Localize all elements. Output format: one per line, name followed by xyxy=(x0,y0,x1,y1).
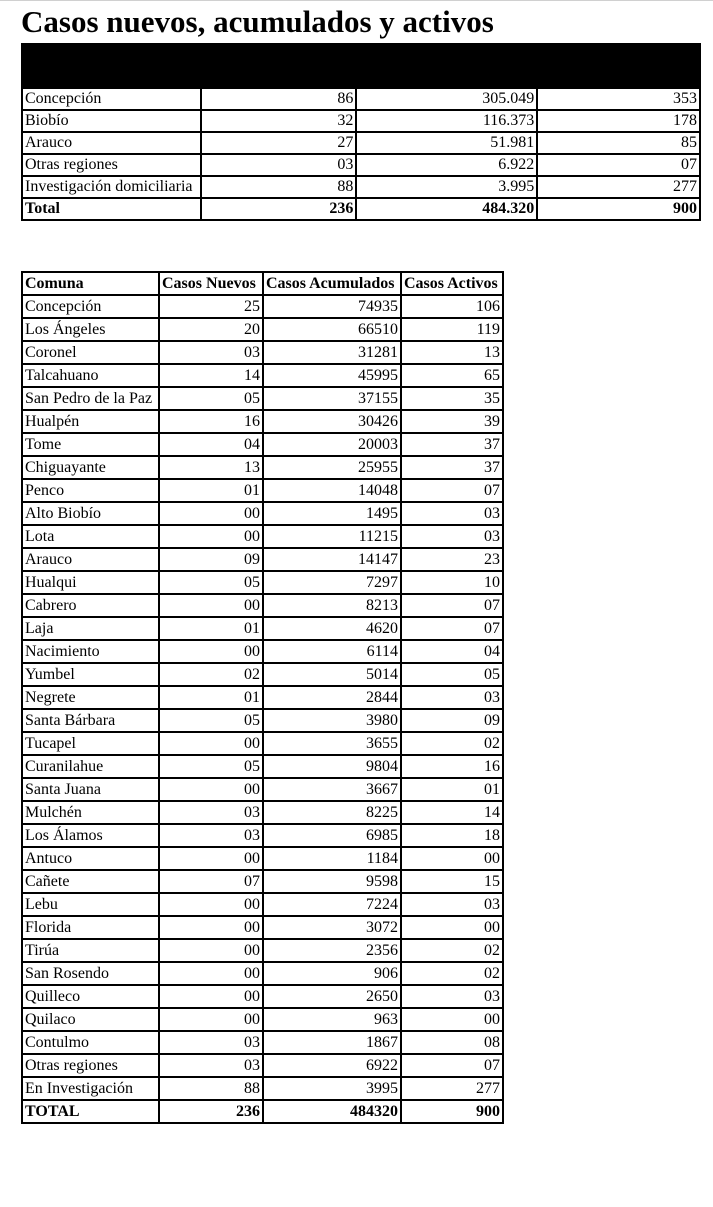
cell-name: Mulchén xyxy=(22,801,159,824)
cell-name: Laja xyxy=(22,617,159,640)
cell-casos-nuevos: 03 xyxy=(159,341,263,364)
cell-casos-nuevos: 07 xyxy=(159,870,263,893)
cell-casos-acumulados: 66510 xyxy=(263,318,401,341)
cell-casos-nuevos: 236 xyxy=(201,198,357,220)
col-header-comuna: Comuna xyxy=(22,272,159,295)
cell-casos-activos: 10 xyxy=(401,571,503,594)
cell-casos-nuevos: 03 xyxy=(159,1054,263,1077)
comuna-row xyxy=(22,387,503,410)
cell-casos-activos: 106 xyxy=(401,295,503,318)
cell-casos-acumulados: 51.981 xyxy=(356,132,537,154)
cell-casos-nuevos: 05 xyxy=(159,571,263,594)
cell-casos-nuevos: 01 xyxy=(159,617,263,640)
cell-casos-nuevos: 00 xyxy=(159,525,263,548)
cell-casos-nuevos: 00 xyxy=(159,502,263,525)
cell-casos-acumulados: 30426 xyxy=(263,410,401,433)
comuna-row xyxy=(22,1008,503,1031)
cell-casos-acumulados: 7297 xyxy=(263,571,401,594)
comuna-row xyxy=(22,640,503,663)
comuna-row xyxy=(22,709,503,732)
cell-casos-acumulados: 20003 xyxy=(263,433,401,456)
cell-name: Total xyxy=(22,198,201,220)
comuna-row xyxy=(22,479,503,502)
cell-name: Tome xyxy=(22,433,159,456)
cell-casos-nuevos: 03 xyxy=(159,801,263,824)
cell-casos-activos: 08 xyxy=(401,1031,503,1054)
cell-casos-nuevos: 88 xyxy=(159,1077,263,1100)
cell-casos-acumulados: 3995 xyxy=(263,1077,401,1100)
col-header-casos-nuevos: Casos Nuevos xyxy=(159,272,263,295)
cell-casos-nuevos: 00 xyxy=(159,640,263,663)
cell-casos-nuevos: 03 xyxy=(201,154,357,176)
comuna-row xyxy=(22,571,503,594)
cell-casos-nuevos: 32 xyxy=(201,110,357,132)
comuna-row xyxy=(22,663,503,686)
cell-casos-acumulados: 305.049 xyxy=(356,88,537,110)
cell-name: Los Álamos xyxy=(22,824,159,847)
cell-name: Lebu xyxy=(22,893,159,916)
comuna-row xyxy=(22,617,503,640)
cell-casos-activos: 85 xyxy=(537,132,700,154)
cell-casos-activos: 13 xyxy=(401,341,503,364)
cell-casos-acumulados: 906 xyxy=(263,962,401,985)
cell-casos-nuevos: 14 xyxy=(159,364,263,387)
cell-casos-activos: 01 xyxy=(401,778,503,801)
cell-casos-activos: 900 xyxy=(401,1100,503,1123)
cell-casos-acumulados: 2356 xyxy=(263,939,401,962)
cell-casos-nuevos: 09 xyxy=(159,548,263,571)
cell-casos-activos: 02 xyxy=(401,732,503,755)
cell-casos-acumulados: 3980 xyxy=(263,709,401,732)
cell-casos-nuevos: 00 xyxy=(159,985,263,1008)
cell-casos-acumulados: 2844 xyxy=(263,686,401,709)
cell-name: Nacimiento xyxy=(22,640,159,663)
cell-casos-activos: 07 xyxy=(401,617,503,640)
comuna-row xyxy=(22,847,503,870)
cell-name: Santa Juana xyxy=(22,778,159,801)
cell-name: Cañete xyxy=(22,870,159,893)
cell-casos-activos: 18 xyxy=(401,824,503,847)
cell-casos-activos: 07 xyxy=(537,154,700,176)
cell-casos-acumulados: 37155 xyxy=(263,387,401,410)
cell-casos-activos: 03 xyxy=(401,893,503,916)
cell-casos-acumulados: 4620 xyxy=(263,617,401,640)
top-divider xyxy=(0,0,713,1)
cell-casos-nuevos: 00 xyxy=(159,893,263,916)
cell-casos-activos: 178 xyxy=(537,110,700,132)
cell-casos-acumulados: 5014 xyxy=(263,663,401,686)
cell-casos-activos: 00 xyxy=(401,916,503,939)
cell-name: Quilaco xyxy=(22,1008,159,1031)
comuna-row xyxy=(22,755,503,778)
cell-casos-activos: 03 xyxy=(401,502,503,525)
cell-casos-activos: 65 xyxy=(401,364,503,387)
cell-casos-activos: 03 xyxy=(401,686,503,709)
cell-name: Antuco xyxy=(22,847,159,870)
cell-name: Concepción xyxy=(22,88,201,110)
cell-casos-acumulados: 6985 xyxy=(263,824,401,847)
comuna-row xyxy=(22,778,503,801)
cell-casos-activos: 119 xyxy=(401,318,503,341)
region-summary-table xyxy=(21,43,701,221)
cell-casos-acumulados: 6922 xyxy=(263,1054,401,1077)
cell-casos-acumulados: 11215 xyxy=(263,525,401,548)
cell-casos-nuevos: 86 xyxy=(201,88,357,110)
comuna-row xyxy=(22,341,503,364)
cell-casos-nuevos: 00 xyxy=(159,939,263,962)
comuna-total-row xyxy=(22,1100,503,1123)
comuna-row xyxy=(22,433,503,456)
cell-casos-acumulados: 1495 xyxy=(263,502,401,525)
comuna-row xyxy=(22,502,503,525)
cell-name: San Rosendo xyxy=(22,962,159,985)
cell-casos-activos: 23 xyxy=(401,548,503,571)
cell-casos-nuevos: 05 xyxy=(159,709,263,732)
cell-casos-nuevos: 236 xyxy=(159,1100,263,1123)
cell-name: Concepción xyxy=(22,295,159,318)
cell-casos-acumulados: 8213 xyxy=(263,594,401,617)
cell-casos-acumulados: 3072 xyxy=(263,916,401,939)
cell-name: Lota xyxy=(22,525,159,548)
comuna-row xyxy=(22,1054,503,1077)
cell-casos-activos: 39 xyxy=(401,410,503,433)
cell-casos-acumulados: 963 xyxy=(263,1008,401,1031)
cell-casos-activos: 03 xyxy=(401,985,503,1008)
cell-name: Otras regiones xyxy=(22,154,201,176)
cell-name: San Pedro de la Paz xyxy=(22,387,159,410)
comuna-table xyxy=(21,271,504,1124)
cell-name: Chiguayante xyxy=(22,456,159,479)
comuna-row xyxy=(22,525,503,548)
cell-casos-acumulados: 9804 xyxy=(263,755,401,778)
cell-casos-acumulados: 6.922 xyxy=(356,154,537,176)
region-table-header-bar xyxy=(22,44,700,88)
cell-casos-nuevos: 13 xyxy=(159,456,263,479)
cell-casos-nuevos: 05 xyxy=(159,755,263,778)
cell-casos-nuevos: 00 xyxy=(159,594,263,617)
cell-name: Biobío xyxy=(22,110,201,132)
cell-casos-acumulados: 3655 xyxy=(263,732,401,755)
cell-name: Otras regiones xyxy=(22,1054,159,1077)
cell-casos-activos: 35 xyxy=(401,387,503,410)
cell-name: Alto Biobío xyxy=(22,502,159,525)
comuna-row xyxy=(22,870,503,893)
cell-casos-acumulados: 8225 xyxy=(263,801,401,824)
cell-casos-acumulados: 1184 xyxy=(263,847,401,870)
cell-name: Hualqui xyxy=(22,571,159,594)
cell-casos-nuevos: 00 xyxy=(159,847,263,870)
comuna-table-header-row xyxy=(22,272,503,295)
comuna-row xyxy=(22,1077,503,1100)
cell-casos-acumulados: 6114 xyxy=(263,640,401,663)
col-header-casos-activos: Casos Activos xyxy=(401,272,503,295)
cell-casos-nuevos: 03 xyxy=(159,1031,263,1054)
region-row xyxy=(22,176,700,198)
cell-name: Florida xyxy=(22,916,159,939)
cell-casos-activos: 16 xyxy=(401,755,503,778)
cell-name: Contulmo xyxy=(22,1031,159,1054)
cell-casos-acumulados: 7224 xyxy=(263,893,401,916)
cell-name: Penco xyxy=(22,479,159,502)
cell-casos-acumulados: 484.320 xyxy=(356,198,537,220)
cell-casos-activos: 00 xyxy=(401,847,503,870)
comuna-row xyxy=(22,824,503,847)
region-row xyxy=(22,88,700,110)
cell-name: Tirúa xyxy=(22,939,159,962)
region-row xyxy=(22,154,700,176)
cell-casos-activos: 07 xyxy=(401,594,503,617)
cell-casos-acumulados: 116.373 xyxy=(356,110,537,132)
cell-name: Investigación domiciliaria xyxy=(22,176,201,198)
comuna-row xyxy=(22,939,503,962)
cell-casos-nuevos: 00 xyxy=(159,916,263,939)
cell-casos-acumulados: 74935 xyxy=(263,295,401,318)
cell-casos-nuevos: 88 xyxy=(201,176,357,198)
cell-name: Talcahuano xyxy=(22,364,159,387)
cell-casos-nuevos: 02 xyxy=(159,663,263,686)
region-row xyxy=(22,132,700,154)
cell-casos-nuevos: 00 xyxy=(159,1008,263,1031)
cell-casos-activos: 353 xyxy=(537,88,700,110)
cell-casos-acumulados: 3.995 xyxy=(356,176,537,198)
cell-casos-activos: 900 xyxy=(537,198,700,220)
cell-casos-acumulados: 484320 xyxy=(263,1100,401,1123)
comuna-row xyxy=(22,985,503,1008)
cell-casos-activos: 277 xyxy=(537,176,700,198)
cell-casos-nuevos: 00 xyxy=(159,962,263,985)
cell-casos-activos: 277 xyxy=(401,1077,503,1100)
cell-casos-acumulados: 25955 xyxy=(263,456,401,479)
cell-casos-nuevos: 01 xyxy=(159,479,263,502)
cell-casos-activos: 37 xyxy=(401,456,503,479)
cell-casos-acumulados: 2650 xyxy=(263,985,401,1008)
cell-name: Quilleco xyxy=(22,985,159,1008)
cell-name: Yumbel xyxy=(22,663,159,686)
cell-name: Santa Bárbara xyxy=(22,709,159,732)
cell-name: Curanilahue xyxy=(22,755,159,778)
comuna-row xyxy=(22,1031,503,1054)
cell-casos-nuevos: 00 xyxy=(159,732,263,755)
cell-name: Los Ángeles xyxy=(22,318,159,341)
cell-casos-nuevos: 03 xyxy=(159,824,263,847)
cell-casos-activos: 07 xyxy=(401,1054,503,1077)
cell-name: Arauco xyxy=(22,132,201,154)
cell-name: Cabrero xyxy=(22,594,159,617)
cell-name: Negrete xyxy=(22,686,159,709)
cell-casos-activos: 02 xyxy=(401,962,503,985)
region-total-row xyxy=(22,198,700,220)
cell-casos-nuevos: 01 xyxy=(159,686,263,709)
cell-casos-nuevos: 04 xyxy=(159,433,263,456)
comuna-row xyxy=(22,893,503,916)
cell-casos-activos: 37 xyxy=(401,433,503,456)
cell-casos-activos: 05 xyxy=(401,663,503,686)
cell-casos-acumulados: 3667 xyxy=(263,778,401,801)
comuna-row xyxy=(22,916,503,939)
cell-name: Coronel xyxy=(22,341,159,364)
comuna-row xyxy=(22,318,503,341)
cell-casos-nuevos: 05 xyxy=(159,387,263,410)
cell-name: Hualpén xyxy=(22,410,159,433)
cell-casos-nuevos: 20 xyxy=(159,318,263,341)
cell-casos-acumulados: 9598 xyxy=(263,870,401,893)
cell-casos-acumulados: 14048 xyxy=(263,479,401,502)
cell-casos-acumulados: 14147 xyxy=(263,548,401,571)
comuna-row xyxy=(22,456,503,479)
cell-name: Arauco xyxy=(22,548,159,571)
comuna-row xyxy=(22,686,503,709)
cell-casos-nuevos: 25 xyxy=(159,295,263,318)
comuna-row xyxy=(22,962,503,985)
cell-casos-activos: 03 xyxy=(401,525,503,548)
cell-casos-acumulados: 1867 xyxy=(263,1031,401,1054)
comuna-row xyxy=(22,801,503,824)
comuna-row xyxy=(22,410,503,433)
cell-casos-acumulados: 31281 xyxy=(263,341,401,364)
cell-name: En Investigación xyxy=(22,1077,159,1100)
comuna-row xyxy=(22,594,503,617)
cell-casos-nuevos: 27 xyxy=(201,132,357,154)
cell-casos-acumulados: 45995 xyxy=(263,364,401,387)
cell-casos-activos: 15 xyxy=(401,870,503,893)
cell-casos-activos: 02 xyxy=(401,939,503,962)
col-header-casos-acumulados: Casos Acumulados xyxy=(263,272,401,295)
comuna-row xyxy=(22,548,503,571)
cell-casos-activos: 14 xyxy=(401,801,503,824)
cell-name: Tucapel xyxy=(22,732,159,755)
cell-casos-activos: 09 xyxy=(401,709,503,732)
page-title: Casos nuevos, acumulados y activos xyxy=(21,4,494,39)
cell-casos-nuevos: 16 xyxy=(159,410,263,433)
cell-casos-nuevos: 00 xyxy=(159,778,263,801)
cell-casos-activos: 00 xyxy=(401,1008,503,1031)
region-row xyxy=(22,110,700,132)
comuna-row xyxy=(22,732,503,755)
cell-casos-activos: 07 xyxy=(401,479,503,502)
cell-casos-activos: 04 xyxy=(401,640,503,663)
comuna-row xyxy=(22,295,503,318)
comuna-row xyxy=(22,364,503,387)
cell-name: TOTAL xyxy=(22,1100,159,1123)
